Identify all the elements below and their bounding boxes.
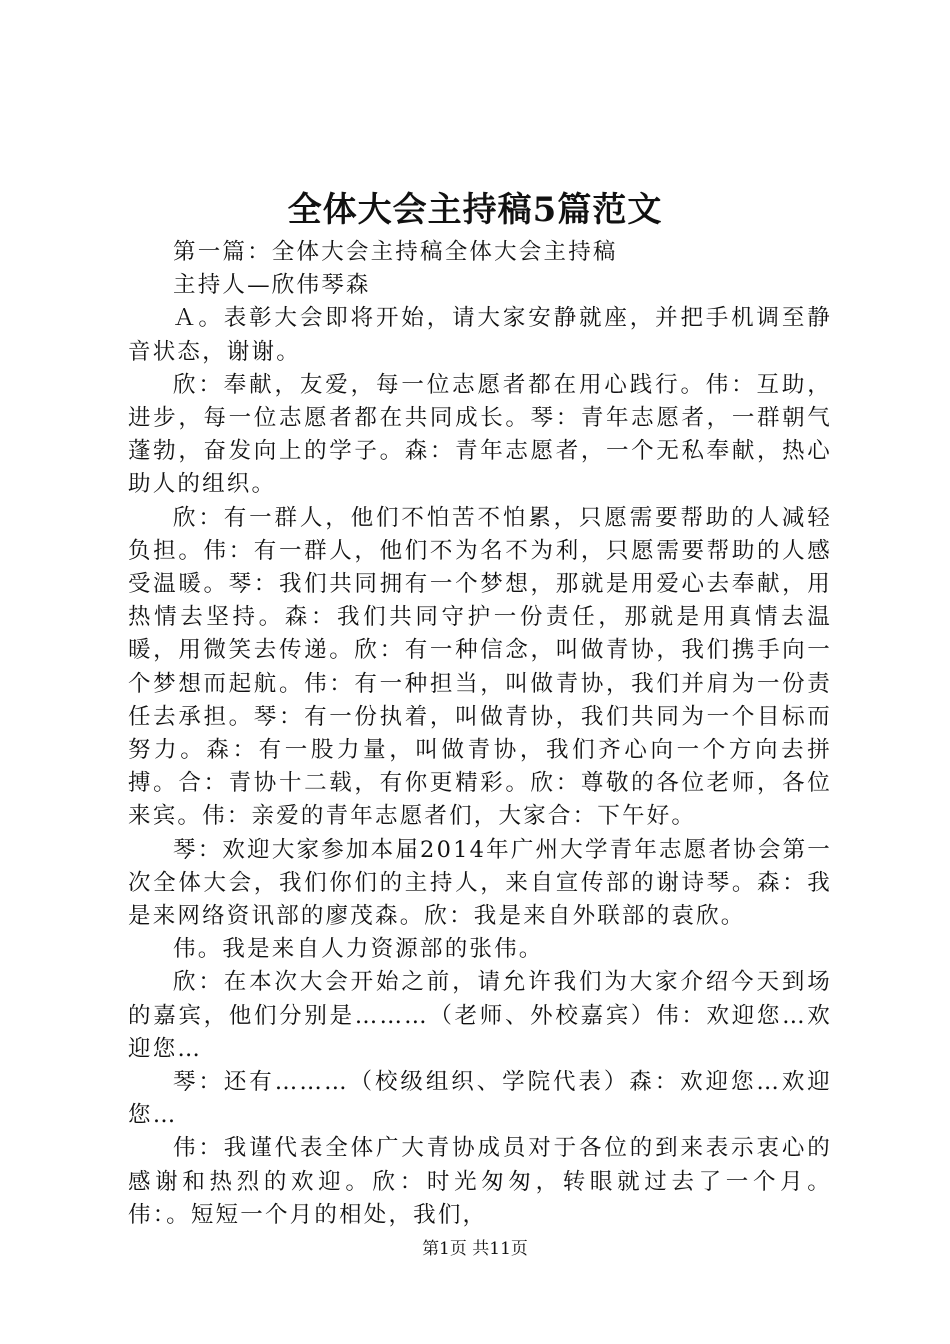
page-number-footer: 第1页 共11页 <box>422 1239 528 1259</box>
paragraph: 主持人—欣伟琴森 <box>173 272 371 299</box>
paragraph: 伟：我谨代表全体广大青协成员对于各位的到来表示衷心的感谢和热烈的欢迎。欣：时光匆匆，转眼就过去了一个月。伟：。短短一个月的相处，我们， <box>128 1135 832 1228</box>
paragraph: 欣：在本次大会开始之前，请允许我们为大家介绍今天到场的嘉宾，他们分别是………（老师、外校嘉宾）伟：欢迎您…欢迎您… <box>128 969 832 1062</box>
paragraph: 欣：有一群人，他们不怕苦不怕累，只愿需要帮助的人减轻负担。伟：有一群人，他们不为名不为利，只愿需要帮助的人感受温暖。琴：我们共同拥有一个梦想，那就是用爱心去奉献，用热情去坚持。森：我们共同守护一份责任，那就是用真情去温暖，用微笑去传递。欣：有一种信念，叫做青协，我们携手向一个梦想而起航。伟：有一种担当，叫做青协，我们并肩为一份责任去承担。琴：有一份执着，叫做青协，我们共同为一个目标而努力。森：有一股力量，叫做青协，我们齐心向一个方向去拼搏。合：青协十二载，有你更精彩。欣：尊敬的各位老师，各位来宾。伟：亲爱的青年志愿者们，大家合：下午好。 <box>128 504 832 830</box>
paragraph: 琴：欢迎大家参加本届2014年广州大学青年志愿者协会第一次全体大会，我们你们的主持人，来自宣传部的谢诗琴。森：我是来网络资讯部的廖茂森。欣：我是来自外联部的袁欣。 <box>128 836 832 930</box>
paragraph: 琴：还有………（校级组织、学院代表）森：欢迎您…欢迎您… <box>128 1069 832 1129</box>
document-title: 全体大会主持稿5篇范文 <box>287 190 663 230</box>
paragraph: 伟。我是来自人力资源部的张伟。 <box>173 936 544 963</box>
paragraph: 第一篇：全体大会主持稿全体大会主持稿 <box>173 239 618 265</box>
paragraph: 欣：奉献，友爱，每一位志愿者都在用心践行。伟：互助，进步，每一位志愿者都在共同成长。琴：青年志愿者，一群朝气蓬勃，奋发向上的学子。森：青年志愿者，一个无私奉献，热心助人的组织。 <box>128 371 832 498</box>
paragraph: Ａ。表彰大会即将开始，请大家安静就座，并把手机调至静音状态，谢谢。 <box>128 305 832 365</box>
document-body <box>128 236 832 1232</box>
